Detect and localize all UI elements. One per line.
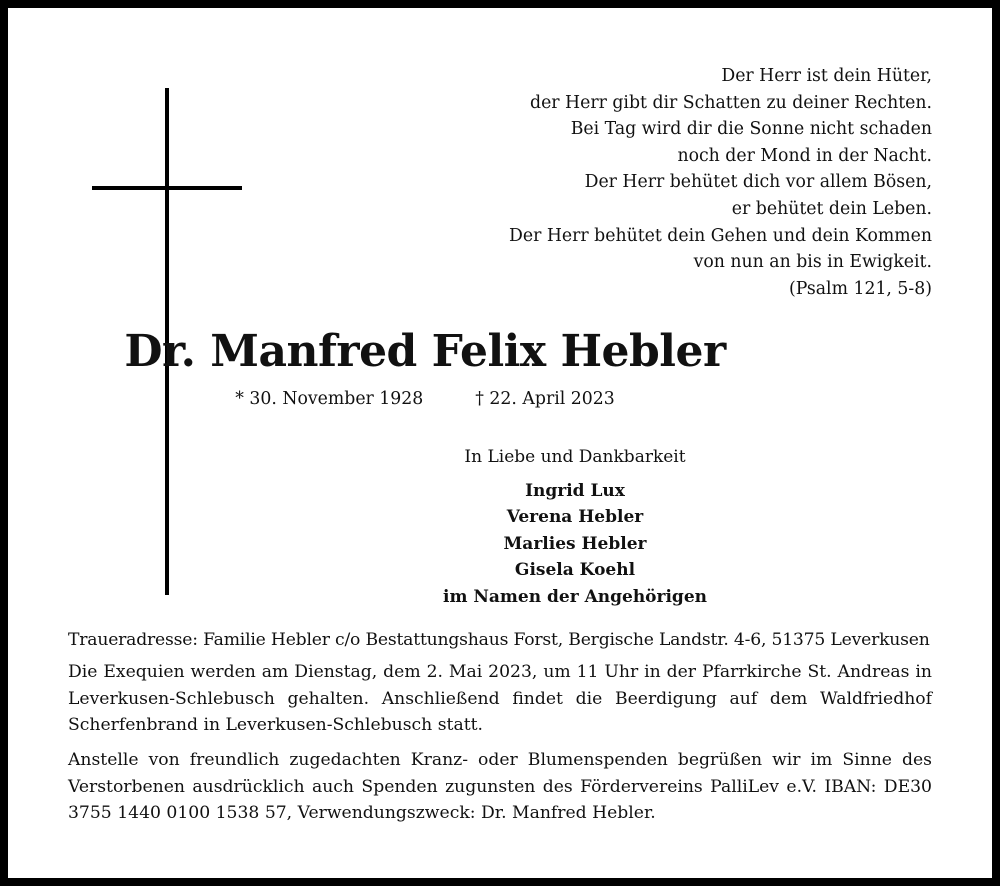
psalm-line: Der Herr behütet dich vor allem Bösen,: [584, 172, 932, 193]
psalm-quote: [509, 63, 932, 302]
psalm-line: Der Herr behütet dein Gehen und dein Kommen: [509, 225, 932, 246]
psalm-line: noch der Mond in der Nacht.: [677, 145, 932, 166]
mourner-name: Verena Hebler: [506, 507, 644, 528]
mourner-name: Marlies Hebler: [503, 533, 647, 554]
death-date: † 22. April 2023: [475, 389, 615, 409]
mourners-list: [425, 444, 725, 611]
psalm-line: Der Herr ist dein Hüter,: [721, 66, 932, 86]
mourner-name: Gisela Koehl: [514, 560, 636, 581]
cross-horizontal-bar: [92, 186, 242, 190]
mourners-intro: In Liebe und Dankbarkeit: [464, 447, 686, 467]
mourner-name: Ingrid Lux: [525, 480, 625, 501]
psalm-line: der Herr gibt dir Schatten zu deiner Rechten.: [530, 92, 932, 113]
obituary-card: [8, 8, 992, 878]
psalm-citation: (Psalm 121, 5-8): [788, 278, 932, 299]
psalm-line: von nun an bis in Ewigkeit.: [693, 252, 932, 273]
birth-date: * 30. November 1928: [235, 389, 424, 409]
donation-notice: Anstelle von freundlich zugedachten Kranz- oder Blumenspenden begrüßen wir im Sinne des Verstorbenen ausdrücklich auch Spenden zugunsten des Fördervereins PalliLev e.V. IBAN: DE30 3755 1440 0100 1538 57, Verwendungszweck: Dr. Manfred Hebler.: [68, 750, 932, 824]
mourning-address: Traueradresse: Familie Hebler c/o Bestattungshaus Forst, Bergische Landstr. 4-6, 51375 Leverkusen: [68, 630, 930, 650]
psalm-line: er behütet dein Leben.: [731, 198, 932, 219]
deceased-name: Dr. Manfred Felix Hebler: [124, 326, 726, 377]
life-dates: [0, 389, 992, 409]
exequies-notice: Die Exequien werden am Dienstag, dem 2. Mai 2023, um 11 Uhr in der Pfarrkirche St. Andreas in Leverkusen-Schlebusch gehalten. Anschließend findet die Beerdigung auf dem Waldfriedhof Scherfenbrand in Leverkusen-Schlebusch statt.: [68, 662, 932, 736]
psalm-line: Bei Tag wird dir die Sonne nicht schaden: [570, 119, 932, 140]
mourner-family-note: im Namen der Angehörigen: [442, 586, 707, 607]
